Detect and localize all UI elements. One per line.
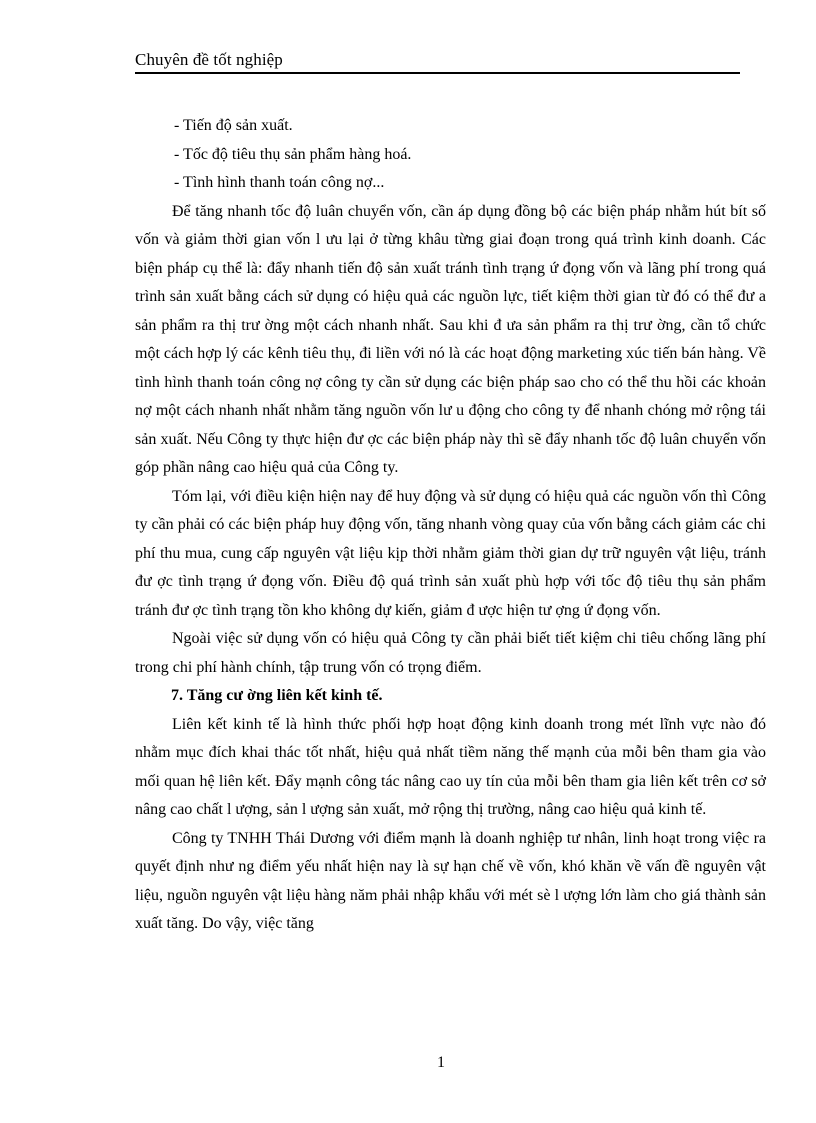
paragraph: Ngoài việc sử dụng vốn có hiệu quả Công ty cần phải biết tiết kiệm chi tiêu chống lãng phí trong chi phí hành chính, tập trung vốn có trọng điểm. — [135, 630, 766, 676]
bullet-item: - Tốc độ tiêu thụ sản phẩm hàng hoá. — [174, 145, 412, 163]
page-number: 1 — [437, 1054, 445, 1071]
paragraph: Tóm lại, với điều kiện hiện nay để huy động và sử dụng có hiệu quả các nguồn vốn thì Công ty cần phải có các biện pháp huy động vốn, tăng nhanh vòng quay của vốn bằng cách giảm các chi phí thu mua, cung cấp nguyên vật liệu kịp thời nhằm giảm thời gian dự trữ nguyên vật liệu, tránh đư ợc tình trạng ứ đọng vốn. Điều độ quá trình sản xuất phù hợp với tốc độ tiêu thụ sản phẩm tránh đư ợc tình trạng tồn kho không dự kiến, giảm đ ược hiện tư ợng ứ đọng vốn. — [135, 487, 766, 619]
paragraph: Để tăng nhanh tốc độ luân chuyển vốn, cần áp dụng đồng bộ các biện pháp nhằm hút bít số vốn và giảm thời gian vốn l ưu lại ở từng khâu từng giai đoạn trong quá trình kinh doanh. Các biện pháp cụ thể là: đẩy nhanh tiến độ sản xuất tránh tình trạng ứ đọng vốn và lãng phí trong quá trình sản xuất bằng cách sử dụng có hiệu quả các nguồn lực, tiết kiệm thời gian từ đó có thể đư a sản phẩm ra thị trư ờng một cách nhanh nhất. Sau khi đ ưa sản phẩm ra thị trư ờng, cần tổ chức một cách hợp lý các kênh tiêu thụ, đi liền với nó là các hoạt động marketing xúc tiến bán hàng. Về tình hình thanh toán công nợ công ty cần sử dụng các biện pháp sao cho có thể thu hồi các khoản nợ một cách nhanh nhất nhằm tăng nguồn vốn lư u động cho công ty để nhanh chóng mở rộng tái sản xuất. Nếu Công ty thực hiện đư ợc các biện pháp này thì sẽ đẩy nhanh tốc độ luân chuyển vốn góp phần nâng cao hiệu quả của Công ty. — [135, 202, 766, 476]
section-heading: 7. Tăng cư ờng liên kết kinh tế. — [171, 687, 383, 704]
bullet-item: - Tiến độ sản xuất. — [174, 117, 293, 134]
header-title: Chuyên đề tốt nghiệp — [135, 50, 283, 69]
page-header — [135, 46, 740, 74]
bullet-item: - Tình hình thanh toán công nợ... — [174, 174, 385, 191]
paragraph: Liên kết kinh tế là hình thức phối hợp hoạt động kinh doanh trong mét lĩnh vực nào đó nhằm mục đích khai thác tốt nhất, hiệu quả nhất tiềm năng thế mạnh của mỗi bên tham gia vào mối quan hệ liên kết. Đẩy mạnh công tác nâng cao uy tín của mỗi bên tham gia liên kết trên cơ sở nâng cao chất l ượng, sản l ượng sản xuất, mở rộng thị trường, nâng cao hiệu quả kinh tế. — [135, 715, 766, 818]
body-content — [135, 112, 766, 939]
paragraph: Công ty TNHH Thái Dương với điểm mạnh là doanh nghiệp tư nhân, linh hoạt trong việc ra quyết định như ng điểm yếu nhất hiện nay là sự hạn chế về vốn, khó khăn về vấn đề nguyên vật liệu, nguồn nguyên vật liệu hàng năm phải nhập khẩu với mét sè l ượng lớn làm cho giá thành sản xuất tăng. Do vậy, việc tăng — [135, 829, 766, 932]
